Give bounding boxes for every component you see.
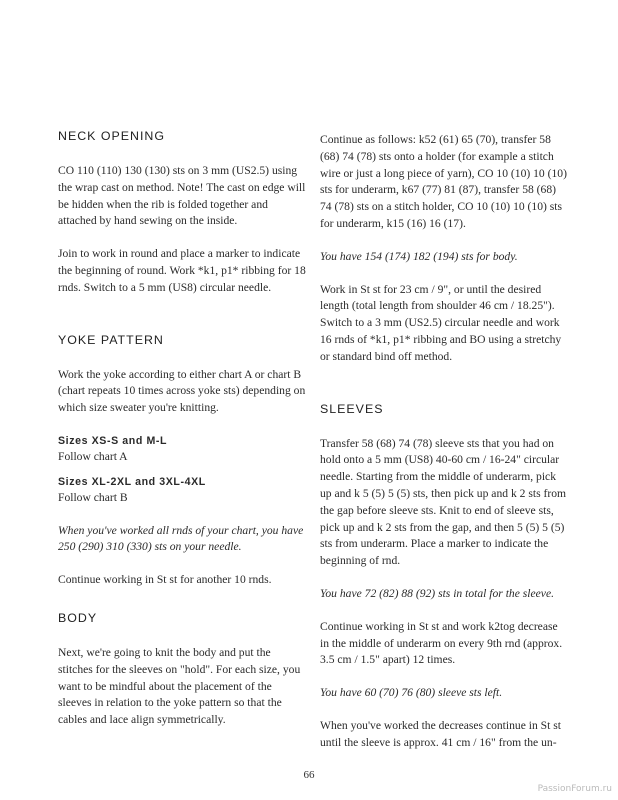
sleeves-paragraph-2: Continue working in St st and work k2tog decrease in the middle of underarm on every 9th rnd (approx. 3.5 cm / 1.5" apart) 12 times. (320, 619, 563, 667)
sizes-xl-4xl-heading: Sizes XL-2XL and 3XL-4XL (58, 475, 206, 488)
neck-opening-heading: NECK OPENING (58, 129, 166, 143)
yoke-pattern-heading: YOKE PATTERN (58, 332, 164, 347)
sleeves-paragraph-3: When you've worked the decreases continue in St st until the sleeve is approx. 41 cm / 16" from the un- (320, 718, 561, 749)
sizes-xs-ml-heading: Sizes XS-S and M-L (58, 434, 168, 447)
sleeves-total-note: You have 72 (82) 88 (92) sts in total for the sleeve. (320, 586, 554, 600)
page-number: 66 (303, 769, 315, 781)
right-column (320, 132, 568, 768)
sizes-xl-4xl-text: Follow chart B (58, 490, 128, 504)
sleeves-heading: SLEEVES (320, 401, 384, 416)
watermark: PassionForum.ru (537, 784, 612, 794)
neck-paragraph-1: CO 110 (110) 130 (130) sts on 3 mm (US2.5) using the wrap cast on method. Note! The cast on edge will be hidden when the rib is folded together and attached by hand sewing on the inside. (58, 164, 306, 228)
yoke-paragraph-2: Continue working in St st for another 10 rnds. (58, 573, 272, 587)
yoke-paragraph-1: Work the yoke according to either chart A or chart B (chart repeats 10 times across yoke sts) depending on which size sweater you're knitting. (58, 367, 306, 415)
body-heading: BODY (58, 610, 98, 625)
body-paragraph-2: Continue as follows: k52 (61) 65 (70), transfer 58 (68) 74 (78) sts onto a holder (for example a stitch wire or just a long piece of yarn), CO 10 (10) 10 (10) sts for underarm, k67 (77) 81 (87), transfer 58 (68) 74 (78) sts on a stitch holder, CO 10 (10) 10 (10) sts for underarm, k15 (16) 16 (17). (320, 133, 567, 230)
body-paragraph-1: Next, we're going to knit the body and put the stitches for the sleeves on "hold". For each size, you want to be mindful about the placement of the sleeves in relation to the yoke pattern so that the cables and lace align symmetrically. (58, 645, 301, 727)
body-paragraph-3: Work in St st for 23 cm / 9", or until the desired length (total length from shoulder 46 cm / 18.25"). Switch to a 3 mm (US2.5) circular needle and work 16 rnds of *k1, p1* ribbing and BO using a stretchy or standard bind off method. (320, 282, 562, 363)
body-stitch-count-note: You have 154 (174) 182 (194) sts for body. (320, 249, 518, 263)
neck-paragraph-2: Join to work in round and place a marker to indicate the beginning of round. Work *k1, p1* ribbing for 18 rnds. Switch to a 5 mm (US8) circular needle. (58, 247, 306, 294)
yoke-stitch-count-note: When you've worked all rnds of your chart, you have 250 (290) 310 (330) sts on your needle. (58, 523, 304, 554)
sizes-xs-ml-text: Follow chart A (58, 449, 128, 463)
left-column (58, 129, 306, 745)
sleeves-left-note: You have 60 (70) 76 (80) sleeve sts left. (320, 686, 503, 700)
sleeves-paragraph-1: Transfer 58 (68) 74 (78) sleeve sts that you had on hold onto a 5 mm (US8) 40-60 cm / 16-24" circular needle. Starting from the middle of underarm, pick up and k 5 (5) 5 (5) sts, then pick up and k 2 sts from the gap before sleeve sts. Knit to end of sleeve sts, pick up and k 2 sts from the gap, and then 5 (5) 5 (5) sts from underarm. Place a marker to indicate the beginning of rnd. (320, 436, 567, 568)
